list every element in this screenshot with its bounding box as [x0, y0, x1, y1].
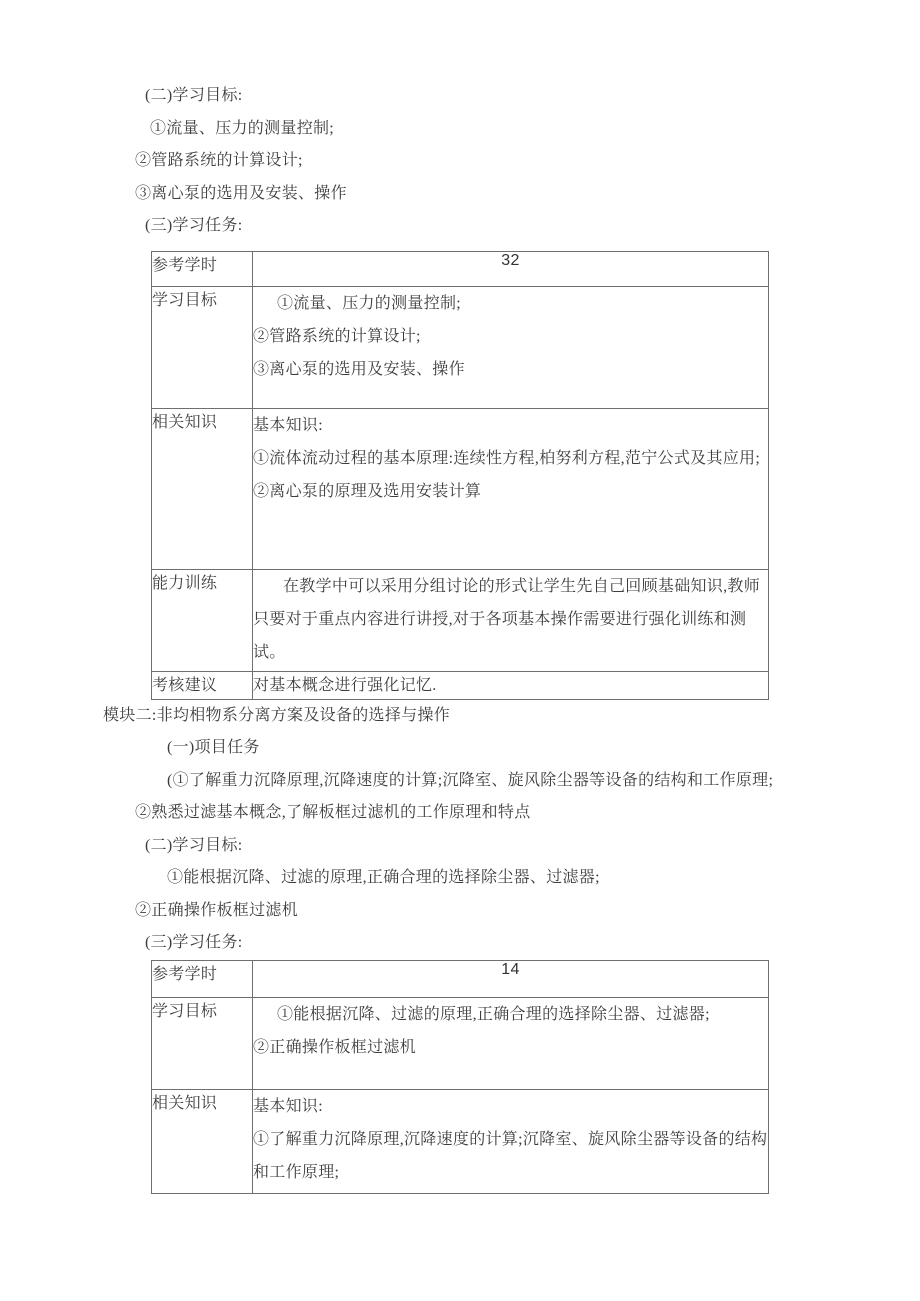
module2-goal-item-1: ①能根据沉降、过滤的原理,正确合理的选择除尘器、过滤器; [167, 869, 600, 886]
hours-value-cell: 14 [253, 960, 769, 997]
hours-label-cell: 参考学时 [152, 251, 253, 286]
goal-line: ②正确操作板框过滤机 [253, 1038, 417, 1056]
module2-goal-item-2: ②正确操作板框过滤机 [135, 901, 299, 919]
heading-project-tasks: (一)项目任务 [167, 739, 260, 756]
goals-content-cell [253, 286, 769, 408]
heading-learning-goals-2: (二)学习目标: [145, 836, 243, 854]
knowledge-line: ①流体流动过程的基本原理:连续性方程,柏努利方程,范宁公式及其应用; [253, 449, 761, 467]
goals-label-cell: 学习目标 [152, 286, 253, 408]
training-label-cell: 能力训练 [152, 569, 253, 671]
hours-value-cell: 32 [253, 251, 769, 286]
table-row-assessment [152, 671, 769, 699]
goal-line: ①流量、压力的测量控制; [277, 294, 462, 312]
heading-learning-tasks-1: (三)学习任务: [145, 217, 243, 234]
goals-label-cell: 学习目标 [152, 997, 253, 1089]
assessment-label-cell: 考核建议 [152, 671, 253, 699]
goal-item-2: ②管路系统的计算设计; [135, 152, 303, 169]
table-row-knowledge [152, 1089, 769, 1193]
knowledge-label-cell: 相关知识 [152, 408, 253, 569]
goal-line: ②管路系统的计算设计; [253, 327, 421, 345]
goal-item-3: ③离心泵的选用及安装、操作 [135, 184, 347, 202]
heading-learning-goals-1: (二)学习目标: [145, 87, 243, 104]
table-row-training [152, 569, 769, 671]
knowledge-line: ①了解重力沉降原理,沉降速度的计算;沉降室、旋风除尘器等设备的结构和工作原理; [253, 1130, 768, 1181]
goal-item-1: ①流量、压力的测量控制; [150, 119, 335, 137]
table-row-hours [152, 251, 769, 286]
heading-module-2: 模块二:非均相物系分离方案及设备的选择与操作 [103, 706, 451, 724]
knowledge-line: ②离心泵的原理及选用安装计算 [253, 482, 482, 500]
table-row-knowledge [152, 408, 769, 569]
training-content-cell [253, 569, 769, 671]
project-task-item-1: (①了解重力沉降原理,沉降速度的计算;沉降室、旋风除尘器等设备的结构和工作原理; [167, 771, 774, 789]
knowledge-intro-line: 基本知识: [253, 416, 323, 434]
learning-task-table-2 [151, 960, 769, 1194]
goal-line: ①能根据沉降、过滤的原理,正确合理的选择除尘器、过滤器; [277, 1005, 710, 1023]
knowledge-label-cell: 相关知识 [152, 1089, 253, 1193]
goals-content-cell [253, 997, 769, 1089]
assessment-content-cell: 对基本概念进行强化记忆. [253, 671, 769, 699]
project-task-item-2: ②熟悉过滤基本概念,了解板框过滤机的工作原理和特点 [135, 804, 531, 821]
training-text: 在教学中可以采用分组讨论的形式让学生先自己回顾基础知识,教师只要对于重点内容进行讲授,对于各项基本操作需要进行强化训练和测试。 [253, 577, 761, 661]
hours-label-cell: 参考学时 [152, 960, 253, 997]
table-row-goals [152, 997, 769, 1089]
heading-learning-tasks-2: (三)学习任务: [145, 934, 243, 951]
table-row-goals [152, 286, 769, 408]
knowledge-content-cell [253, 1089, 769, 1193]
knowledge-intro-line: 基本知识: [253, 1097, 323, 1115]
goal-line: ③离心泵的选用及安装、操作 [253, 360, 465, 378]
learning-task-table-1 [151, 251, 769, 700]
table-row-hours [152, 960, 769, 997]
knowledge-content-cell [253, 408, 769, 569]
